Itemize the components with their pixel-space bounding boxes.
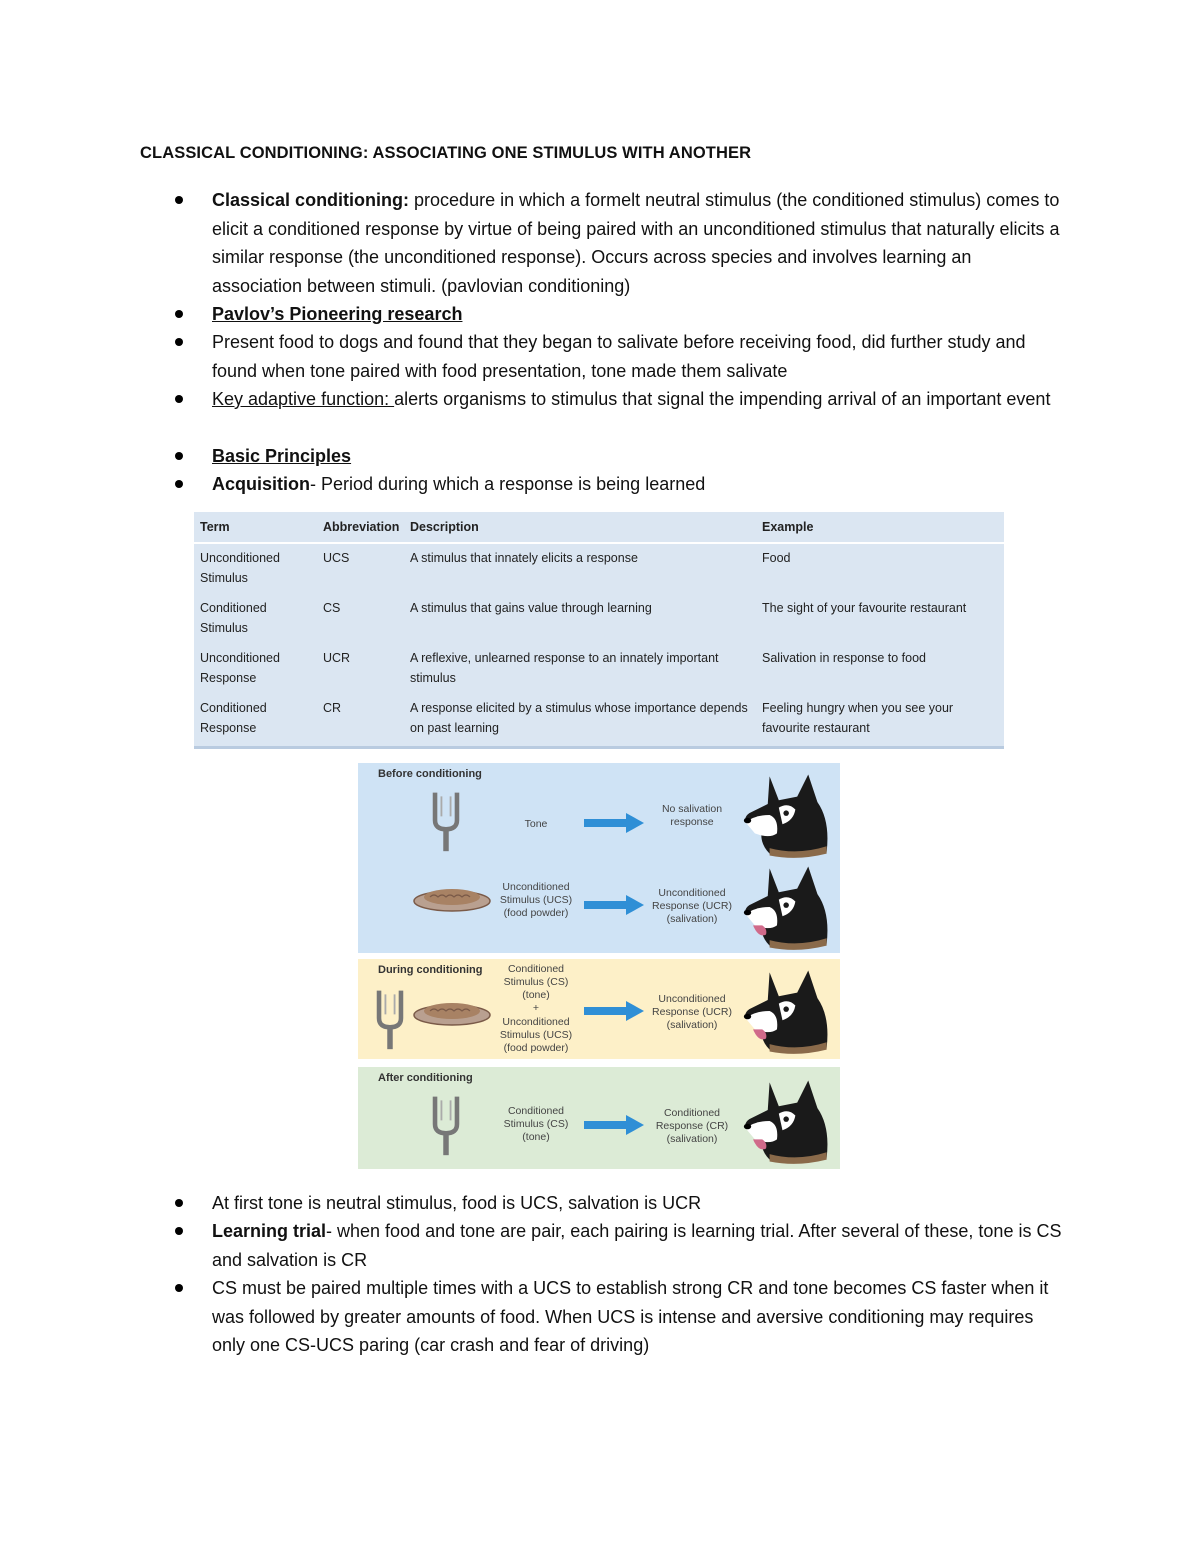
arrow-icon: [584, 1001, 644, 1021]
conditioning-diagram: [358, 763, 840, 1169]
food-dish-icon: [412, 883, 492, 913]
bullet-icon: [175, 480, 183, 488]
panel-title: During conditioning: [378, 964, 483, 976]
table-cell-term: Unconditioned Stimulus: [200, 551, 280, 585]
bullet-icon: [175, 452, 183, 460]
table-cell-example: The sight of your favourite restaurant: [762, 601, 967, 615]
label-ucr: Unconditioned Response (UCR) (salivation): [652, 887, 732, 925]
panel-after-conditioning: [358, 1067, 840, 1169]
header-abbreviation: Abbreviation: [323, 520, 400, 534]
bullet-icon: [175, 1284, 183, 1292]
tuning-fork-icon: [370, 987, 410, 1051]
label-tone: Tone: [524, 818, 548, 830]
item-text: alerts organisms to stimulus that signal the impending arrival of an important event: [394, 389, 1051, 409]
term-label: Classical conditioning:: [212, 190, 410, 210]
table-cell-example: Salivation in response to food: [762, 651, 926, 665]
bullet-icon: [175, 395, 183, 403]
header-term: Term: [200, 520, 230, 534]
list-item: [212, 442, 1062, 471]
table-cell-term: Unconditioned Response: [200, 651, 280, 685]
label-ucs: Unconditioned Stimulus (UCS) (food powder): [499, 1016, 573, 1054]
table-cell-term: Conditioned Stimulus: [200, 601, 267, 635]
header-example: Example: [762, 520, 814, 534]
label-cs: Conditioned Stimulus (CS) (tone): [503, 1105, 569, 1143]
panel-title: Before conditioning: [378, 768, 482, 780]
label-no-response: No salivation response: [661, 803, 723, 828]
table-cell-abbr: CR: [323, 701, 342, 715]
label-ucs: Unconditioned Stimulus (UCS) (food powder): [499, 881, 573, 919]
item-text: CS must be paired multiple times with a UCS to establish strong CR and tone becomes CS faster when it was followed by greater amounts of food. When UCS is intense and aversive conditioning may requires only one CS-UCS paring (car crash and fear of driving): [212, 1278, 1049, 1355]
food-dish-icon: [412, 997, 492, 1027]
label-cs: Conditioned Stimulus (CS) (tone): [503, 963, 569, 1001]
list-item: [212, 328, 1062, 385]
table-cell-example: Food: [762, 551, 791, 565]
label-cr: Conditioned Response (CR) (salivation): [655, 1107, 729, 1145]
list-item: [212, 1274, 1062, 1360]
table-cell-abbr: UCS: [323, 551, 350, 565]
table-cell-desc: A stimulus that gains value through learning: [410, 601, 652, 615]
list-item: [212, 300, 1062, 329]
list-item: [212, 186, 1062, 300]
bullet-icon: [175, 1199, 183, 1207]
table-cell-desc: A stimulus that innately elicits a response: [410, 551, 638, 565]
arrow-icon: [584, 813, 644, 833]
bullet-icon: [175, 310, 183, 318]
arrow-icon: [584, 895, 644, 915]
arrow-icon: [584, 1115, 644, 1135]
bullet-icon: [175, 1227, 183, 1235]
item-text: procedure in which a formelt neutral stimulus (the conditioned stimulus) comes to elicit a conditioned response by virtue of being paired with an unconditioned stimulus that naturally elicits a similar response (the unconditioned response). Occurs across species and involves learning an association between stimuli. (pavlovian conditioning): [212, 190, 1060, 296]
item-text: At first tone is neutral stimulus, food is UCS, salvation is UCR: [212, 1193, 702, 1213]
list-item: [212, 385, 1062, 414]
table-cell-desc: A reflexive, unlearned response to an innately important stimulus: [410, 651, 719, 685]
list-item: [212, 470, 1062, 499]
document-heading: CLASSICAL CONDITIONING: ASSOCIATING ONE STIMULUS WITH ANOTHER: [140, 144, 752, 162]
table-cell-example: Feeling hungry when you see your favourite restaurant: [762, 701, 954, 735]
table-cell-desc: A response elicited by a stimulus whose importance depends on past learning: [410, 701, 748, 735]
salivating-dog-icon: [738, 1075, 838, 1167]
label-ucr: Unconditioned Response (UCR) (salivation): [652, 993, 732, 1031]
tuning-fork-icon: [426, 789, 466, 853]
list-item: [212, 1217, 1062, 1274]
salivating-dog-icon: [738, 965, 838, 1057]
item-text: - Period during which a response is being learned: [310, 474, 706, 494]
table-header-row: [194, 512, 1004, 544]
bullet-icon: [175, 338, 183, 346]
header-description: Description: [410, 520, 479, 534]
panel-before-conditioning: [358, 763, 840, 953]
terms-table: [194, 512, 1004, 749]
bullet-icon: [175, 196, 183, 204]
section-label: Basic Principles: [212, 446, 352, 466]
section-label: Pavlov’s Pioneering research: [212, 304, 463, 324]
table-cell-term: Conditioned Response: [200, 701, 267, 735]
term-label: Learning trial: [212, 1221, 327, 1241]
dog-icon: [738, 769, 838, 861]
label-plus: +: [532, 1002, 540, 1014]
table-cell-abbr: CS: [323, 601, 341, 615]
term-label: Acquisition: [212, 474, 310, 494]
tuning-fork-icon: [426, 1093, 466, 1157]
item-text: Present food to dogs and found that they began to salivate before receiving food, did further study and found when tone paired with food presentation, tone made them salivate: [212, 332, 1026, 381]
term-label: Key adaptive function:: [212, 389, 395, 409]
panel-during-conditioning: [358, 959, 840, 1059]
salivating-dog-icon: [738, 861, 838, 953]
item-text: - when food and tone are pair, each pairing is learning trial. After several of these, tone is CS and salvation is CR: [212, 1221, 1062, 1270]
list-item: [212, 1189, 1062, 1218]
panel-title: After conditioning: [378, 1072, 473, 1084]
table-cell-abbr: UCR: [323, 651, 351, 665]
